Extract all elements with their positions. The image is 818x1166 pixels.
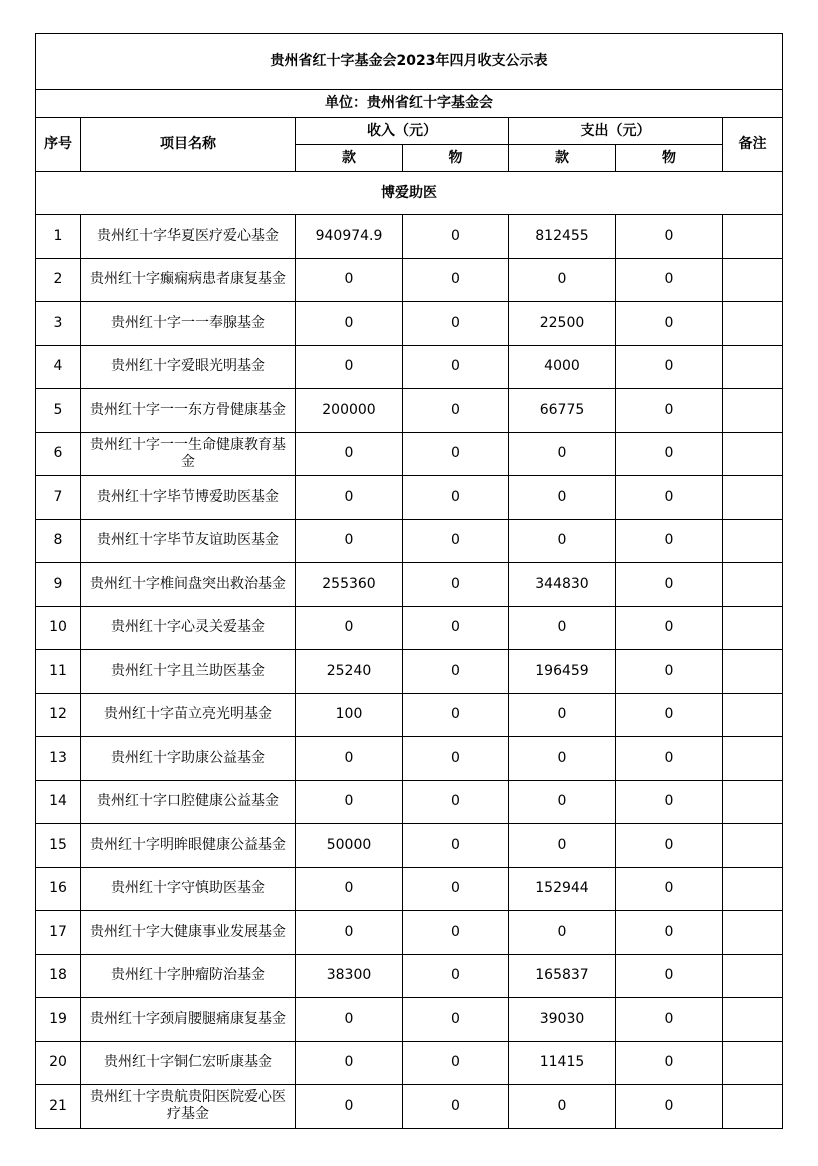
cell-seq: 14 <box>36 780 81 824</box>
cell-expense-goods: 0 <box>616 302 723 346</box>
cell-income-goods: 0 <box>403 606 509 650</box>
cell-income-goods: 0 <box>403 345 509 389</box>
cell-income-goods: 0 <box>403 302 509 346</box>
cell-seq: 19 <box>36 998 81 1042</box>
cell-income-cash: 0 <box>296 519 403 563</box>
cell-income-goods: 0 <box>403 476 509 520</box>
cell-income-cash: 0 <box>296 1085 403 1129</box>
cell-expense-goods: 0 <box>616 780 723 824</box>
cell-expense-cash: 812455 <box>509 215 616 259</box>
cell-seq: 3 <box>36 302 81 346</box>
cell-income-cash: 0 <box>296 737 403 781</box>
cell-expense-goods: 0 <box>616 563 723 607</box>
cell-income-cash: 50000 <box>296 824 403 868</box>
cell-expense-cash: 0 <box>509 476 616 520</box>
cell-project-name: 贵州红十字毕节友谊助医基金 <box>81 519 296 563</box>
cell-income-goods: 0 <box>403 1085 509 1129</box>
cell-expense-cash: 0 <box>509 1085 616 1129</box>
table-row <box>36 215 783 259</box>
cell-income-goods: 0 <box>403 215 509 259</box>
cell-income-cash: 0 <box>296 780 403 824</box>
cell-project-name: 贵州红十字大健康事业发展基金 <box>81 911 296 955</box>
cell-expense-goods: 0 <box>616 345 723 389</box>
header-remark: 备注 <box>723 118 783 172</box>
cell-expense-goods: 0 <box>616 432 723 476</box>
header-income: 收入（元） <box>296 118 509 145</box>
cell-seq: 7 <box>36 476 81 520</box>
cell-expense-goods: 0 <box>616 215 723 259</box>
table-row <box>36 563 783 607</box>
cell-expense-goods: 0 <box>616 693 723 737</box>
cell-seq: 21 <box>36 1085 81 1129</box>
cell-income-cash: 0 <box>296 606 403 650</box>
cell-remark <box>723 258 783 302</box>
cell-income-cash: 0 <box>296 911 403 955</box>
cell-remark <box>723 1041 783 1085</box>
cell-remark <box>723 867 783 911</box>
disclosure-table <box>35 33 783 1129</box>
cell-remark <box>723 737 783 781</box>
table-row <box>36 1085 783 1129</box>
cell-income-cash: 940974.9 <box>296 215 403 259</box>
cell-remark <box>723 998 783 1042</box>
header-expense: 支出（元） <box>509 118 723 145</box>
cell-expense-goods: 0 <box>616 1041 723 1085</box>
cell-remark <box>723 954 783 998</box>
cell-seq: 18 <box>36 954 81 998</box>
cell-expense-goods: 0 <box>616 258 723 302</box>
cell-seq: 5 <box>36 389 81 433</box>
table-row <box>36 737 783 781</box>
cell-expense-cash: 152944 <box>509 867 616 911</box>
cell-expense-cash: 66775 <box>509 389 616 433</box>
cell-expense-goods: 0 <box>616 1085 723 1129</box>
cell-seq: 1 <box>36 215 81 259</box>
cell-income-cash: 0 <box>296 432 403 476</box>
cell-income-cash: 200000 <box>296 389 403 433</box>
section-title: 博爱助医 <box>36 172 783 215</box>
table-row <box>36 998 783 1042</box>
cell-remark <box>723 824 783 868</box>
cell-income-goods: 0 <box>403 432 509 476</box>
header-project-name: 项目名称 <box>81 118 296 172</box>
cell-remark <box>723 389 783 433</box>
table-row <box>36 954 783 998</box>
unit-line: 单位：贵州省红十字基金会 <box>36 90 783 118</box>
cell-expense-goods: 0 <box>616 998 723 1042</box>
header-expense-goods: 物 <box>616 145 723 172</box>
header-seq: 序号 <box>36 118 81 172</box>
cell-project-name: 贵州红十字助康公益基金 <box>81 737 296 781</box>
cell-income-cash: 38300 <box>296 954 403 998</box>
cell-project-name: 贵州红十字心灵关爱基金 <box>81 606 296 650</box>
cell-expense-goods: 0 <box>616 867 723 911</box>
cell-seq: 8 <box>36 519 81 563</box>
cell-expense-goods: 0 <box>616 519 723 563</box>
header-income-cash: 款 <box>296 145 403 172</box>
cell-seq: 4 <box>36 345 81 389</box>
cell-income-goods: 0 <box>403 519 509 563</box>
table-row <box>36 1041 783 1085</box>
cell-remark <box>723 563 783 607</box>
table-row <box>36 824 783 868</box>
cell-income-goods: 0 <box>403 650 509 694</box>
cell-income-goods: 0 <box>403 824 509 868</box>
cell-project-name: 贵州红十字贵航贵阳医院爱心医疗基金 <box>81 1085 296 1129</box>
cell-project-name: 贵州红十字铜仁宏昕康基金 <box>81 1041 296 1085</box>
table-row <box>36 650 783 694</box>
cell-expense-cash: 0 <box>509 519 616 563</box>
cell-seq: 9 <box>36 563 81 607</box>
table-title: 贵州省红十字基金会2023年四月收支公示表 <box>36 34 783 90</box>
table-row <box>36 302 783 346</box>
cell-remark <box>723 780 783 824</box>
cell-expense-goods: 0 <box>616 737 723 781</box>
table-row <box>36 606 783 650</box>
cell-income-goods: 0 <box>403 1041 509 1085</box>
table-row <box>36 693 783 737</box>
table-row <box>36 258 783 302</box>
cell-expense-goods: 0 <box>616 606 723 650</box>
cell-expense-cash: 0 <box>509 432 616 476</box>
cell-expense-cash: 344830 <box>509 563 616 607</box>
cell-expense-cash: 0 <box>509 606 616 650</box>
table-row <box>36 780 783 824</box>
cell-seq: 16 <box>36 867 81 911</box>
cell-income-goods: 0 <box>403 954 509 998</box>
cell-project-name: 贵州红十字颈肩腰腿痛康复基金 <box>81 998 296 1042</box>
cell-expense-cash: 0 <box>509 737 616 781</box>
cell-expense-cash: 39030 <box>509 998 616 1042</box>
cell-seq: 17 <box>36 911 81 955</box>
cell-expense-goods: 0 <box>616 476 723 520</box>
cell-project-name: 贵州红十字爱眼光明基金 <box>81 345 296 389</box>
cell-expense-goods: 0 <box>616 389 723 433</box>
cell-remark <box>723 302 783 346</box>
table-row <box>36 867 783 911</box>
cell-income-goods: 0 <box>403 911 509 955</box>
cell-income-cash: 0 <box>296 998 403 1042</box>
cell-income-cash: 0 <box>296 476 403 520</box>
cell-income-goods: 0 <box>403 867 509 911</box>
cell-seq: 11 <box>36 650 81 694</box>
cell-project-name: 贵州红十字口腔健康公益基金 <box>81 780 296 824</box>
cell-income-goods: 0 <box>403 258 509 302</box>
table-row <box>36 519 783 563</box>
cell-remark <box>723 911 783 955</box>
cell-income-cash: 100 <box>296 693 403 737</box>
table-row <box>36 389 783 433</box>
cell-seq: 13 <box>36 737 81 781</box>
cell-income-cash: 25240 <box>296 650 403 694</box>
cell-income-goods: 0 <box>403 389 509 433</box>
cell-remark <box>723 693 783 737</box>
cell-expense-cash: 0 <box>509 911 616 955</box>
cell-project-name: 贵州红十字一一奉腺基金 <box>81 302 296 346</box>
cell-income-cash: 0 <box>296 1041 403 1085</box>
cell-income-goods: 0 <box>403 998 509 1042</box>
cell-income-goods: 0 <box>403 737 509 781</box>
cell-project-name: 贵州红十字椎间盘突出救治基金 <box>81 563 296 607</box>
cell-project-name: 贵州红十字癫痫病患者康复基金 <box>81 258 296 302</box>
cell-seq: 6 <box>36 432 81 476</box>
cell-project-name: 贵州红十字且兰助医基金 <box>81 650 296 694</box>
cell-remark <box>723 215 783 259</box>
cell-expense-goods: 0 <box>616 650 723 694</box>
cell-remark <box>723 650 783 694</box>
cell-income-cash: 0 <box>296 867 403 911</box>
cell-project-name: 贵州红十字一一生命健康教育基金 <box>81 432 296 476</box>
cell-income-cash: 0 <box>296 345 403 389</box>
cell-project-name: 贵州红十字明眸眼健康公益基金 <box>81 824 296 868</box>
cell-expense-cash: 4000 <box>509 345 616 389</box>
cell-seq: 2 <box>36 258 81 302</box>
cell-income-cash: 0 <box>296 302 403 346</box>
header-income-goods: 物 <box>403 145 509 172</box>
cell-expense-goods: 0 <box>616 824 723 868</box>
cell-income-goods: 0 <box>403 693 509 737</box>
table-row <box>36 476 783 520</box>
cell-expense-cash: 11415 <box>509 1041 616 1085</box>
cell-remark <box>723 432 783 476</box>
cell-income-goods: 0 <box>403 780 509 824</box>
table-row <box>36 911 783 955</box>
table-row <box>36 345 783 389</box>
cell-expense-cash: 0 <box>509 693 616 737</box>
cell-remark <box>723 606 783 650</box>
cell-income-goods: 0 <box>403 563 509 607</box>
cell-remark <box>723 519 783 563</box>
cell-expense-cash: 165837 <box>509 954 616 998</box>
cell-seq: 12 <box>36 693 81 737</box>
cell-income-cash: 0 <box>296 258 403 302</box>
cell-expense-cash: 0 <box>509 258 616 302</box>
cell-project-name: 贵州红十字毕节博爱助医基金 <box>81 476 296 520</box>
cell-project-name: 贵州红十字守慎助医基金 <box>81 867 296 911</box>
cell-seq: 10 <box>36 606 81 650</box>
cell-remark <box>723 1085 783 1129</box>
cell-seq: 15 <box>36 824 81 868</box>
cell-project-name: 贵州红十字华夏医疗爱心基金 <box>81 215 296 259</box>
table-row <box>36 432 783 476</box>
header-expense-cash: 款 <box>509 145 616 172</box>
cell-project-name: 贵州红十字肿瘤防治基金 <box>81 954 296 998</box>
cell-remark <box>723 345 783 389</box>
cell-remark <box>723 476 783 520</box>
cell-expense-goods: 0 <box>616 911 723 955</box>
cell-income-cash: 255360 <box>296 563 403 607</box>
cell-project-name: 贵州红十字苗立亮光明基金 <box>81 693 296 737</box>
cell-project-name: 贵州红十字一一东方骨健康基金 <box>81 389 296 433</box>
cell-expense-cash: 0 <box>509 824 616 868</box>
cell-expense-cash: 0 <box>509 780 616 824</box>
cell-seq: 20 <box>36 1041 81 1085</box>
cell-expense-cash: 196459 <box>509 650 616 694</box>
cell-expense-cash: 22500 <box>509 302 616 346</box>
cell-expense-goods: 0 <box>616 954 723 998</box>
